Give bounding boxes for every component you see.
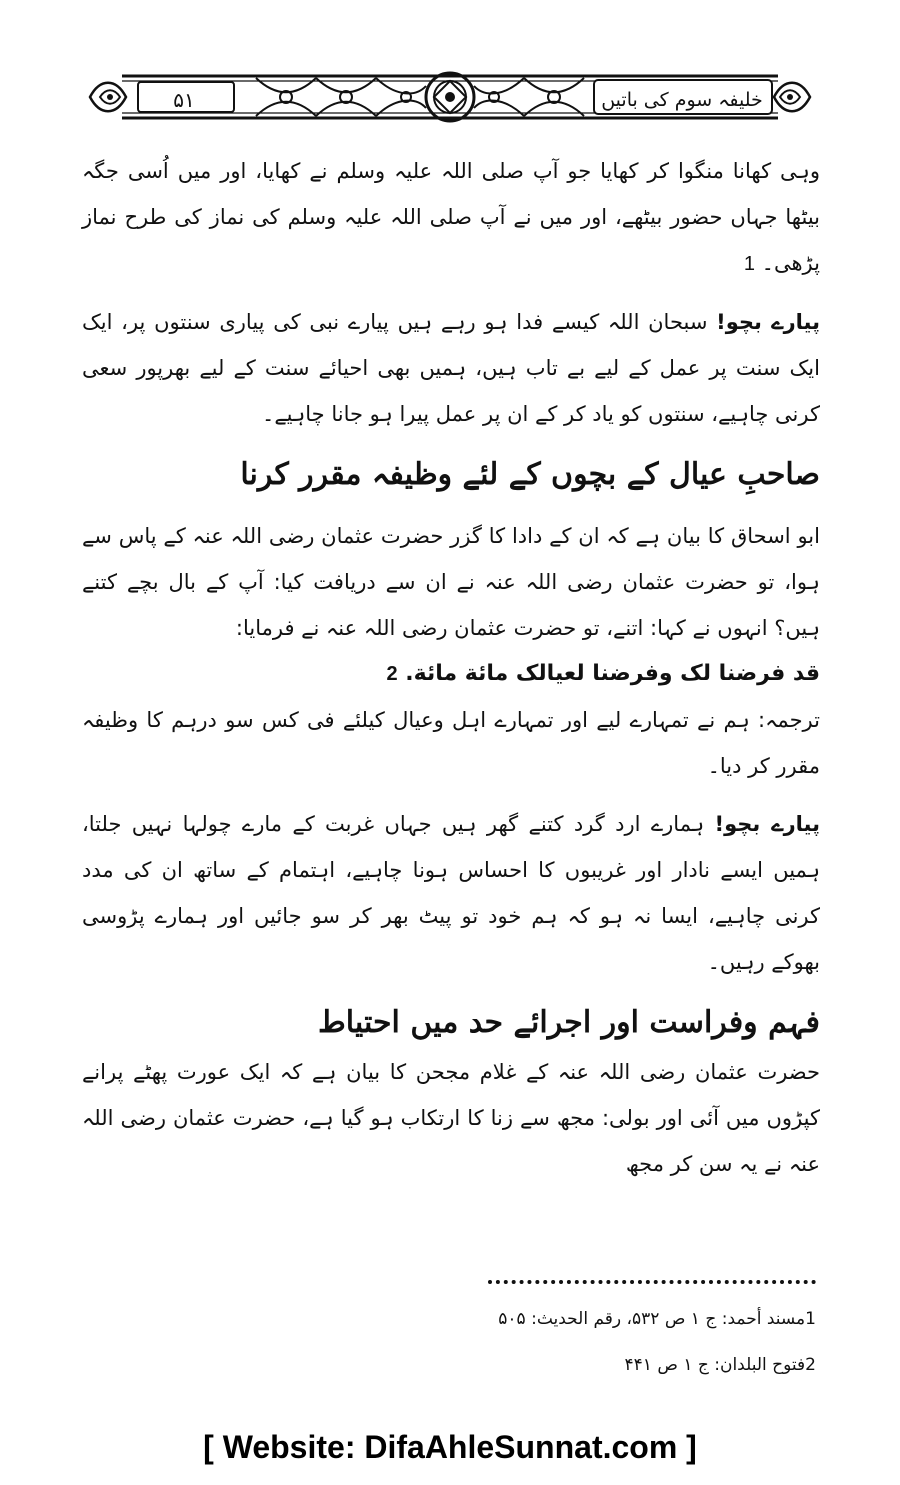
footnote-marker-2: 2 [386,663,398,685]
footnote-2: 2فتوح البلدان: ج ۱ ص ۴۴۱ [624,1355,816,1375]
website-banner: [ Website: DifaAhleSunnat.com ] [203,1429,697,1465]
paragraph-2-lead: پیارے بچو! [716,310,821,334]
paragraph-5-text: ہمارے ارد گرد کتنے گھر ہیں جہاں غربت کے مارے چولہا نہیں جلتا، ہمیں ایسے نادار اور غریبوں کا احساس ہونا چاہیے، اہتمام کے ساتھ ان کی مدد کرنی چاہیے، ایسا نہ ہو کہ ہم خود تو پیٹ بھر کر سو جائیں اور ہمارے پڑوسی بھوکے رہیں۔ [82,812,820,974]
paragraph-2-text: سبحان اللہ کیسے فدا ہو رہے ہیں پیارے نبی کی پیاری سنتوں پر، ایک ایک سنت پر عمل کے لیے بے تاب ہیں، ہمیں بھی احیائے سنت کے لیے بھرپور سعی کرنی چاہیے، سنتوں کو یاد کر کے ان پر عمل پیرا ہو جانا چاہیے۔ [82,310,820,426]
paragraph-5 [82,801,820,985]
paragraph-1 [82,148,820,287]
paragraph-6: حضرت عثمان رضی اللہ عنہ کے غلام مجحن کا بیان ہے کہ ایک عورت پھٹے پرانے کپڑوں میں آئی اور بولی: مجھ سے زنا کا ارتکاب ہو گیا ہے، حضرت عثمان رضی اللہ عنہ نے یہ سن کر مجھ [82,1060,820,1176]
paragraph-3: ابو اسحاق کا بیان ہے کہ ان کے دادا کا گزر حضرت عثمان رضی اللہ عنہ کے پاس سے ہوا، تو حضرت عثمان رضی اللہ عنہ نے ان سے دریافت کیا: آپ کے بال بچے کتنے ہیں؟ انہوں نے کہا: اتنے، تو حضرت عثمان رضی اللہ عنہ نے فرمایا: [82,524,820,640]
arabic-quote [82,651,820,697]
footnotes [400,1296,816,1388]
footnote-1: 1مسند أحمد: ج ۱ ص ۵۳۲، رقم الحدیث: ۵۰۵ [498,1309,816,1329]
running-title: خلیفہ سوم کی باتیں [601,89,763,111]
paragraph-5-lead: پیارے بچو! [714,812,820,836]
section-heading-2: فہم وفراست اور اجرائے حد میں احتیاط [318,1005,820,1040]
translation: ترجمہ: ہم نے تمہارے لیے اور تمہارے اہل وعیال کیلئے فی کس سو درہم کا وظیفہ مقرر کر دیا۔ [82,708,820,778]
footnote-marker-1: 1 [743,253,755,275]
paragraph-1-text: وہی کھانا منگوا کر کھایا جو آپ صلی اللہ علیہ وسلم نے کھایا، اور میں اُسی جگہ بیٹھا جہاں حضور بیٹھے، اور میں نے آپ صلی اللہ علیہ وسلم کی نماز کی طرح نماز پڑھی۔ [82,159,820,275]
arabic-quote-text: قد فرضنا لک وفرضنا لعیالک مائة مائة. [405,661,820,686]
footnote-divider [488,1280,816,1284]
page-content [82,148,820,1187]
page-number: ۵۱ [173,88,195,112]
paragraph-2 [82,299,820,437]
section-heading-1: صاحبِ عیال کے بچوں کے لئے وظیفہ مقرر کرنا [240,457,820,492]
